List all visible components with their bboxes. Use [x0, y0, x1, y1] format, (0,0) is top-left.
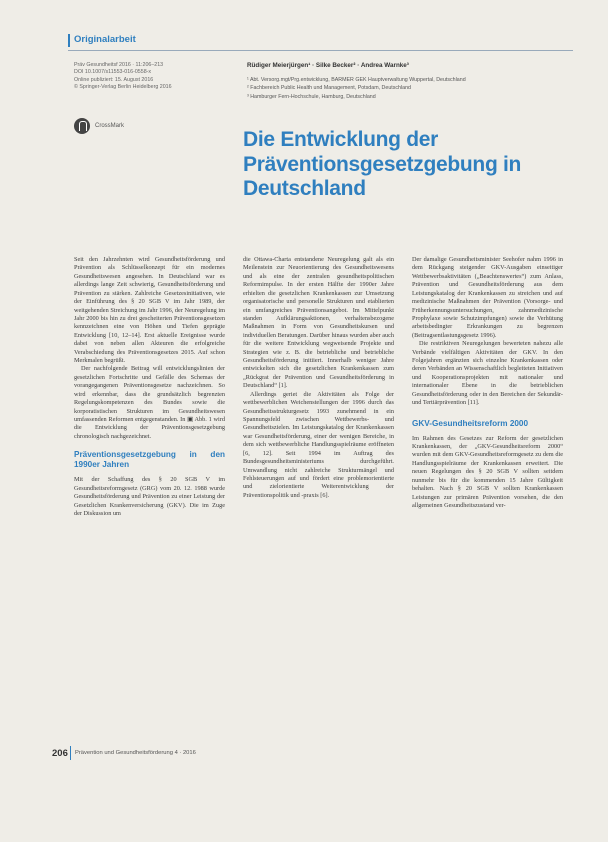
paragraph: Der damalige Gesundheitsminister Seehofer nahm 1996 in dem Rückgang steigender GKV-Ausgaben einseitiger Wettbewerbsaktivitäten („Beachtenswertes“) zum Anlass, Prävention und Gesundheitsförderung aus dem Leistungskatalog der Krankenkassen zu streichen und auf medizinische Maßnahmen der Prävention (Vorsorge- und Früherkennungsuntersuchungen, zahnmedizinische Prophylaxe sowie Schutzimpfungen) sowie die Verhütung arbeitsbedingter Erkrankungen zu begrenzen (Beitragsentlastungsgesetz 1996).: [412, 256, 563, 339]
header-divider: [68, 50, 573, 51]
crossmark-icon: [74, 118, 90, 134]
meta-line: © Springer-Verlag Berlin Heidelberg 2016: [74, 84, 172, 91]
journal-footer: Prävention und Gesundheitsförderung 4 · 2016: [75, 750, 196, 756]
text-column-2: [243, 256, 394, 500]
affiliation: ¹ Abt. Versorg.mgt/Prg.entwicklung, BARMER GEK Hauptverwaltung Wuppertal, Deutschland: [247, 77, 466, 83]
article-title: Die Entwicklung der Präventionsgesetzgebung in Deutschland: [243, 128, 522, 200]
section-heading: Präventionsgesetzgebung in den 1990er Jahren: [74, 450, 225, 470]
meta-line: DOI 10.1007/s11553-016-0558-x: [74, 69, 152, 76]
paragraph: Der nachfolgende Beitrag will entwicklungslinien der gesetzlichen Fortschritte und Gefälle des Schemas der vorangegangenen Präventionsgesetze nachzeichnen. So wird erkennbar, dass die grundsätzlich begrenzten Regelungskompetenzen des Bundes sowie die korporatistischen Strukturen im Gesundheitswesen umfassenden Reformen entgegenstanden. In ▣ Abb. 1 wird die Entwicklung der Präventionsgesetzgebung chronologisch nachgezeichnet.: [74, 365, 225, 440]
paragraph: Im Rahmen des Gesetzes zur Reform der gesetzlichen Krankenkassen, der „GKV-Gesundheitsreform 2000“ wurden mit dem GKV-Gesundheitsreformgesetz zu dem die Handlungsspielräume der Krankenkassen erweitert. Die neuen Regelungen des § 20 SGB V sollten seitdem nunmehr bis für die kommenden 15 Jahre Gültigkeit behalten. Nach § 20 SGB V sollten Krankenkassen Leistungen zur primären Prävention vorsehen, die den allgemeinen Gesundheitszustand ver-: [412, 434, 563, 509]
section-accent-bar: [68, 34, 70, 47]
article-meta: [74, 62, 234, 92]
text-column-1: [74, 256, 225, 518]
page-number: 206: [52, 748, 68, 759]
section-label: Originalarbeit: [74, 34, 136, 45]
meta-line: Online publiziert: 15. August 2016: [74, 76, 154, 83]
paragraph: die Ottawa-Charta entstandene Neuregelung galt als ein Meilenstein zur Neuorientierung des Gesundheitswesens und als eine der zentralen gesundheitspolitischen Reformimpulse. In der ersten Hälfte der 1990er Jahre erhielten die gesetzlichen Krankenkassen zur Umsetzung organisatorische und personelle Strukturen und etablierten ein umfangreiches Präventionsangebot. Im Mittelpunkt standen Aufklärungsaktionen, verhaltensbezogene Maßnahmen in Form von Gesundheitskursen und individuellen Beratungen. Darüber hinaus wurden aber auch für die weitere Entwicklung wegweisende Projekte und Strategien wie z. B. die betriebliche und betriebliche Gesundheitsförderung initiiert. Innerhalb weniger Jahre entwickelten sich die gesetzlichen Krankenkassen zum „Rückgrat der Prävention und Gesundheitsförderung in Deutschland“ [1].: [243, 256, 394, 390]
affiliation: ³ Hamburger Fern-Hochschule, Hamburg, Deutschland: [247, 93, 376, 100]
text-column-3: [412, 256, 563, 510]
affiliation: ² Fachbereich Public Health und Management, Potsdam, Deutschland: [247, 85, 411, 92]
footer-accent-bar: [70, 746, 71, 760]
paragraph: Seit den Jahrzehnten wird Gesundheitsförderung und Prävention als Schlüsselkonzept für ein modernes Gesundheitswesen angesehen. In Deutschland war es allerdings lange Zeit schwierig, Gesundheitsförderung und Prävention zu stärken. Zahlreiche Gesetzesinitiativen, wie der Einführung des § 20 SGB V im Jahr 1989, der weitgehenden Streichung im Jahr 1996, der Neuregelung im Jahr 2000 bis hin zu drei gescheiterten Präventionsgesetzen kennzeichnen eine von Höhen und Tiefen geprägte Entwicklung [10, 12–14]. Erst aktuelle Ereignisse wurde dabei von neben allen Akteuren die erfolgreiche Verabschiedung des Präventionsgesetzes 2015. Auf schon Merkmalen begrüßt.: [74, 256, 225, 365]
paragraph: Allerdings geriet die Aktivitäten als Folge der wettbewerblichen Weichenstellungen der 1996 durch das Gesundheitsstrukturgesetz 1993 zunehmend in ein Spannungsfeld zwischen Wettbewerbs- und Gesundheitszielen. Im Leistungskatalog der Krankenkassen war Gesundheitsförderung, einer der wenigen Bereiche, in dem sich wettbewerbliche Handlungsspielräume eröffneten [6, 12]. Seit 1994 im Auftrag des Bundesgesundheitsministeriums durchgeführt. Umwandlung nicht zahlreiche Strukturmängel und Fehlsteuerungen auf und fördert eine problemorientierte und zielorientierte Weiterentwicklung der Präventionspolitik und -praxis [6].: [243, 390, 394, 499]
section-heading: GKV-Gesundheitsreform 2000: [412, 418, 529, 428]
author-list: Rüdiger Meierjürgen¹ · Silke Becker² · Andrea Warnke³: [247, 62, 409, 69]
paragraph: Die restriktiven Neuregelungen bewerteten nahezu alle Verbände vielfältigen Aktivitäten der GKV. In den Folgejahren ergänzten sich einzelne Krankenkassen oder deren Verbänden an Wissenschaftlich begleiteten Initiativen und Kooperationsprojekten mit nationaler und internationaler Ebene in die betrieblichen Gesundheitsförderung oder in den Bereichen der Sekundär- und Tertiärprävention [11].: [412, 340, 563, 407]
crossmark-label: CrossMark: [95, 123, 125, 129]
crossmark-badge[interactable]: [74, 118, 124, 134]
meta-line: Präv Gesundheitsf 2016 · 11:206–213: [74, 62, 164, 68]
paragraph: Mit der Schaffung des § 20 SGB V im Gesundheitsreformgesetz (GRG) vom 20. 12. 1988 wurde Gesundheitsförderung und Prävention zu einer Leistung der Gesetzlichen Krankenversicherung (GKV). Die im Zuge der Diskussion um: [74, 476, 225, 517]
affiliation-list: [247, 76, 577, 101]
